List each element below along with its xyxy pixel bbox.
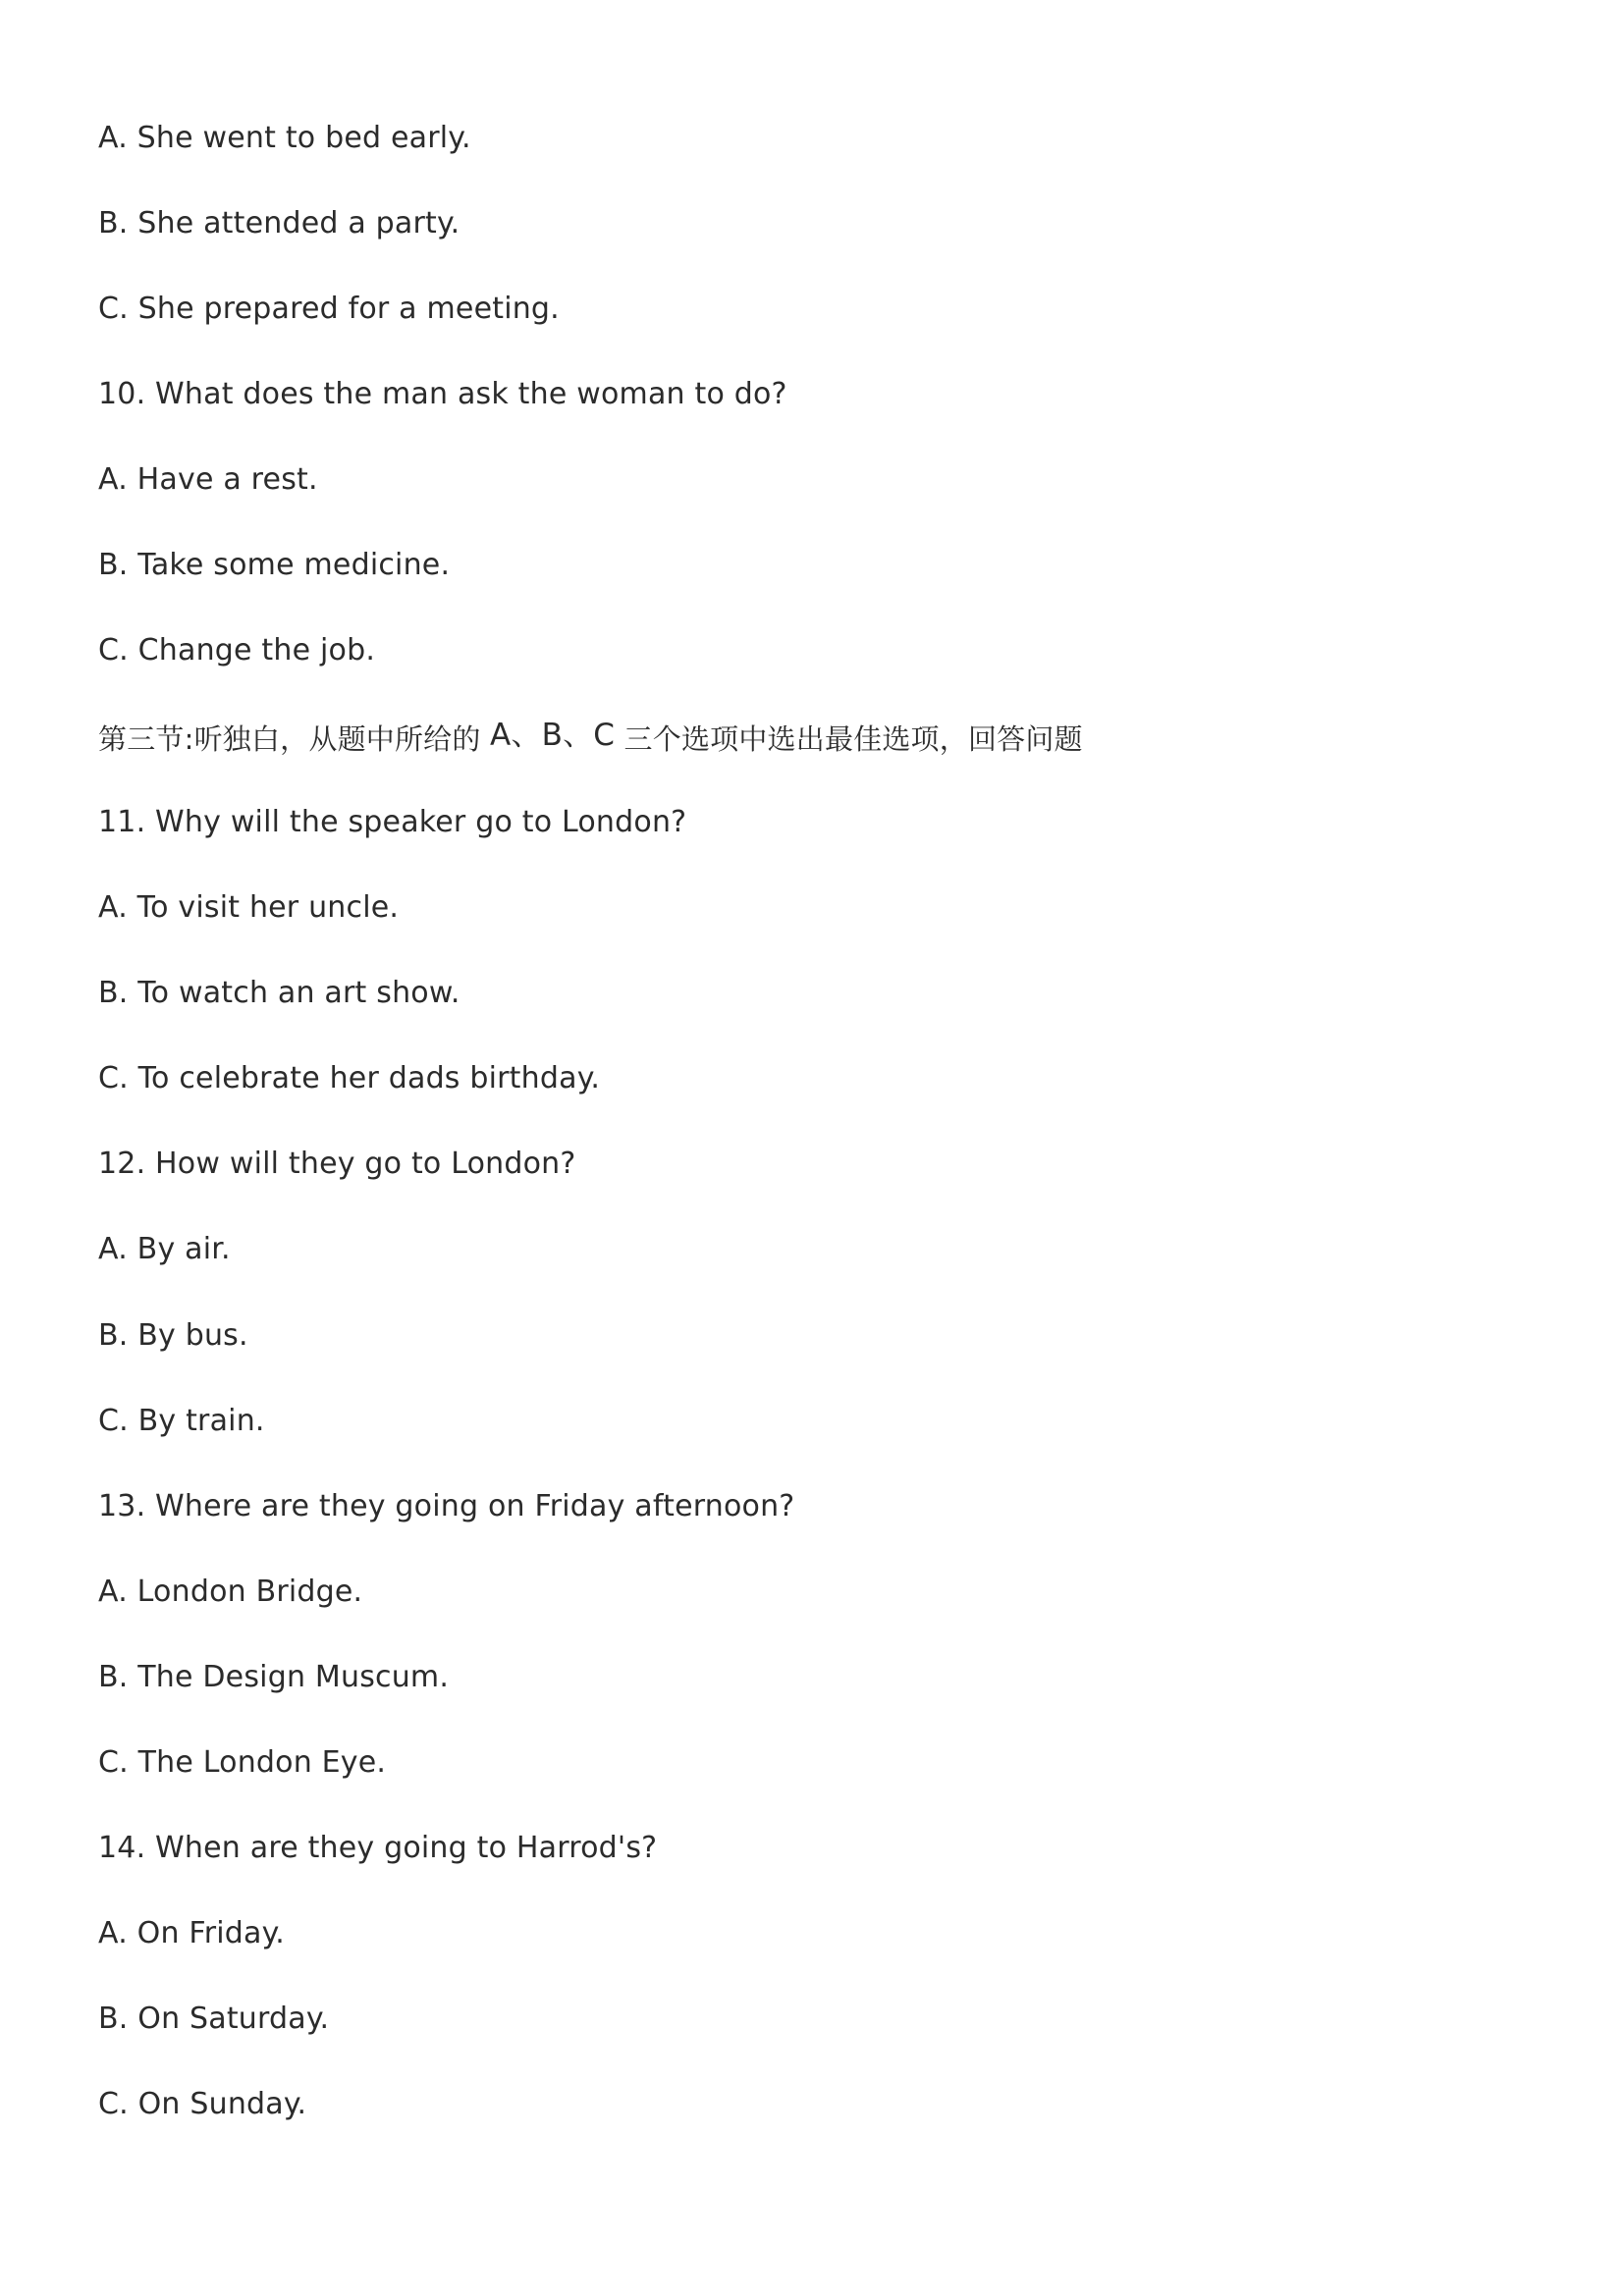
section-heading-letters: A、B、C	[490, 718, 616, 753]
question-text: 11. Why will the speaker go to London?	[98, 805, 687, 839]
option-text: C. She prepared for a meeting.	[98, 292, 560, 326]
option-text: A. To visit her uncle.	[98, 890, 400, 925]
option-text: B. The Design Muscum.	[98, 1660, 450, 1694]
section-heading-prefix: 第三节:听独白，从题中所给的	[98, 722, 481, 756]
option-text: B. Take some medicine.	[98, 548, 451, 582]
question-text: 10. What does the man ask the woman to do?	[98, 377, 787, 411]
option-text: C. To celebrate her dads birthday.	[98, 1061, 601, 1095]
option-text: A. Have a rest.	[98, 462, 318, 497]
option-text: B. On Saturday.	[98, 2002, 330, 2036]
option-text: A. On Friday.	[98, 1916, 286, 1950]
option-text: C. By train.	[98, 1404, 265, 1438]
option-text: A. She went to bed early.	[98, 121, 471, 155]
option-text: B. By bus.	[98, 1318, 248, 1353]
option-text: B. To watch an art show.	[98, 976, 460, 1010]
section-heading-suffix: 三个选项中选出最佳选项，回答问题	[623, 722, 1083, 756]
option-text: A. By air.	[98, 1232, 231, 1266]
option-text: C. The London Eye.	[98, 1745, 387, 1780]
option-text: C. On Sunday.	[98, 2087, 307, 2121]
question-text: 13. Where are they going on Friday afternoon?	[98, 1489, 795, 1523]
option-text: A. London Bridge.	[98, 1575, 363, 1609]
option-text: C. Change the job.	[98, 633, 376, 667]
option-text: B. She attended a party.	[98, 206, 460, 240]
question-text: 14. When are they going to Harrod's?	[98, 1831, 658, 1865]
question-text: 12. How will they go to London?	[98, 1147, 576, 1181]
section-heading	[98, 718, 1083, 757]
